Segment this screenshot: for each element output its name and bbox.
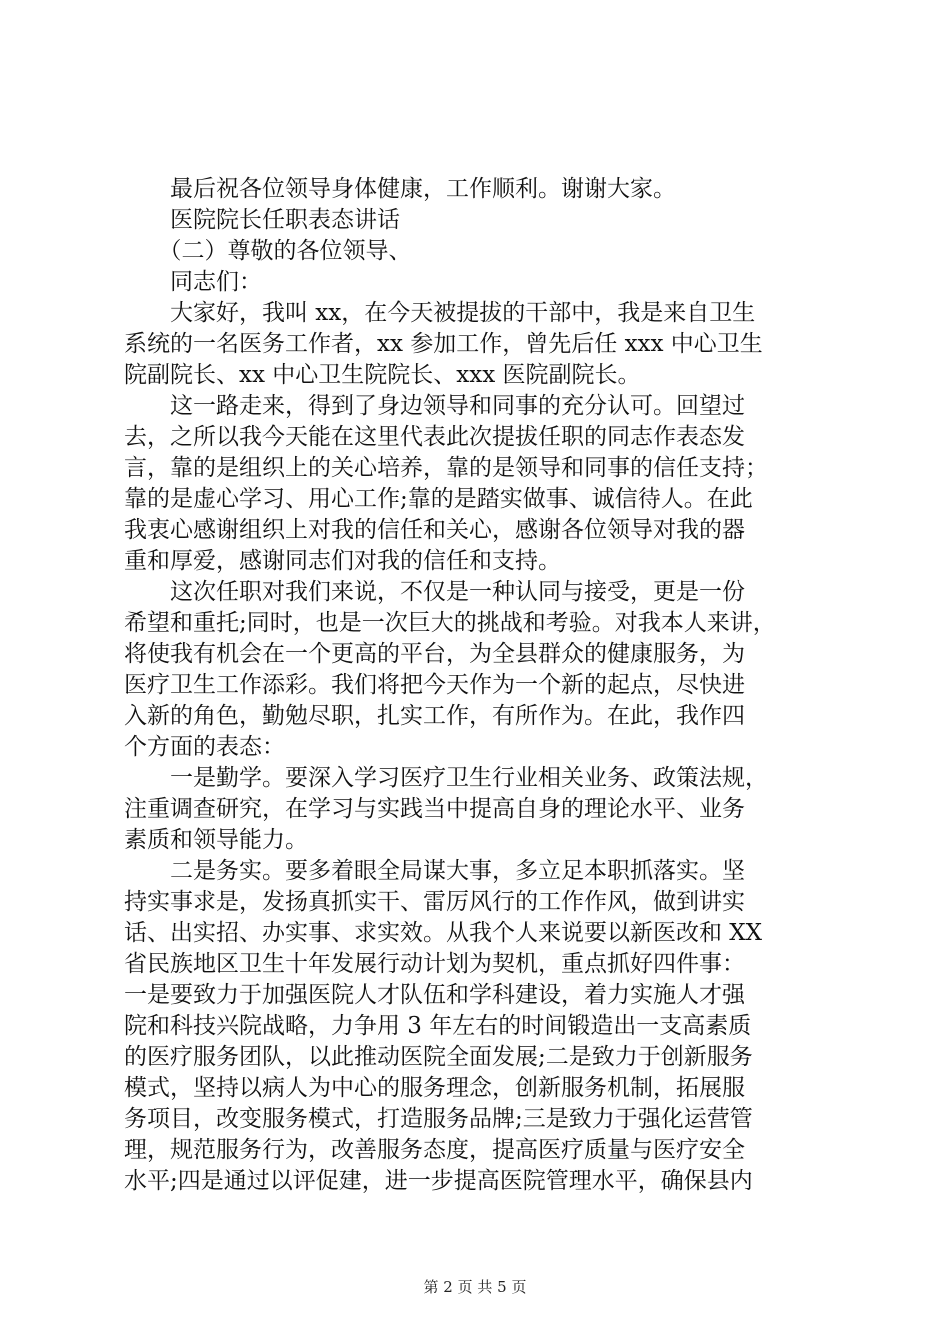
text-line: 模式，坚持以病人为中心的服务理念，创新服务机制，拓展服 xyxy=(124,1075,745,1101)
text-line: 去，之所以我今天能在这里代表此次提拔任职的同志作表态发 xyxy=(124,424,745,450)
text-line: 希望和重托;同时，也是一次巨大的挑战和考验。对我本人来讲， xyxy=(124,610,776,636)
text-line: 务项目，改变服务模式，打造服务品牌;三是致力于强化运营管 xyxy=(124,1106,753,1132)
text-line: （二）尊敬的各位领导、 xyxy=(124,238,412,264)
text-line: 同志们： xyxy=(124,269,262,295)
text-line: 医疗卫生工作添彩。我们将把今天作为一个新的起点，尽快进 xyxy=(124,672,745,698)
text-line: 这一路走来，得到了身边领导和同事的充分认可。回望过 xyxy=(124,393,745,419)
text-line: 一是要致力于加强医院人才队伍和学科建设，着力实施人才强 xyxy=(124,982,745,1008)
text-line: 素质和领导能力。 xyxy=(124,827,308,853)
document-body xyxy=(124,174,844,1197)
text-line: 话、出实招、办实事、求实效。从我个人来说要以新医改和 XX xyxy=(124,920,763,946)
text-line: 注重调查研究，在学习与实践当中提高自身的理论水平、业务 xyxy=(124,796,745,822)
text-line: 重和厚爱，感谢同志们对我的信任和支持。 xyxy=(124,548,561,574)
text-line: 理，规范服务行为，改善服务态度，提高医疗质量与医疗安全 xyxy=(124,1137,745,1163)
text-line: 院副院长、xx 中心卫生院院长、xxx 医院副院长。 xyxy=(124,362,641,388)
text-line: 院和科技兴院战略，力争用 3 年左右的时间锻造出一支高素质 xyxy=(124,1013,752,1039)
text-line: 的医疗服务团队，以此推动医院全面发展;二是致力于创新服务 xyxy=(124,1044,753,1070)
text-line: 一是勤学。要深入学习医疗卫生行业相关业务、政策法规， xyxy=(124,765,768,791)
text-line: 这次任职对我们来说，不仅是一种认同与接受，更是一份 xyxy=(124,579,745,605)
text-line: 我衷心感谢组织上对我的信任和关心，感谢各位领导对我的器 xyxy=(124,517,745,543)
text-line: 二是务实。要多着眼全局谋大事，多立足本职抓落实。坚 xyxy=(124,858,745,884)
text-line: 持实事求是，发扬真抓实干、雷厉风行的工作作风，做到讲实 xyxy=(124,889,745,915)
text-line: 大家好，我叫 xx，在今天被提拔的干部中，我是来自卫生 xyxy=(124,300,756,326)
text-line: 最后祝各位领导身体健康，工作顺利。谢谢大家。 xyxy=(124,176,676,202)
text-line: 医院院长任职表态讲话 xyxy=(124,207,400,233)
text-line: 系统的一名医务工作者，xx 参加工作，曾先后任 xxx 中心卫生 xyxy=(124,331,763,357)
text-line: 将使我有机会在一个更高的平台，为全县群众的健康服务，为 xyxy=(124,641,745,667)
text-line: 入新的角色，勤勉尽职，扎实工作，有所作为。在此，我作四 xyxy=(124,703,745,729)
text-line: 靠的是虚心学习、用心工作;靠的是踏实做事、诚信待人。在此 xyxy=(124,486,753,512)
page-number-footer: 第 2 页 共 5 页 xyxy=(423,1278,527,1296)
text-line: 言，靠的是组织上的关心培养，靠的是领导和同事的信任支持； xyxy=(124,455,768,481)
text-line: 个方面的表态： xyxy=(124,734,285,760)
text-line: 水平;四是通过以评促建，进一步提高医院管理水平，确保县内 xyxy=(124,1168,753,1194)
text-line: 省民族地区卫生十年发展行动计划为契机，重点抓好四件事： xyxy=(124,951,745,977)
